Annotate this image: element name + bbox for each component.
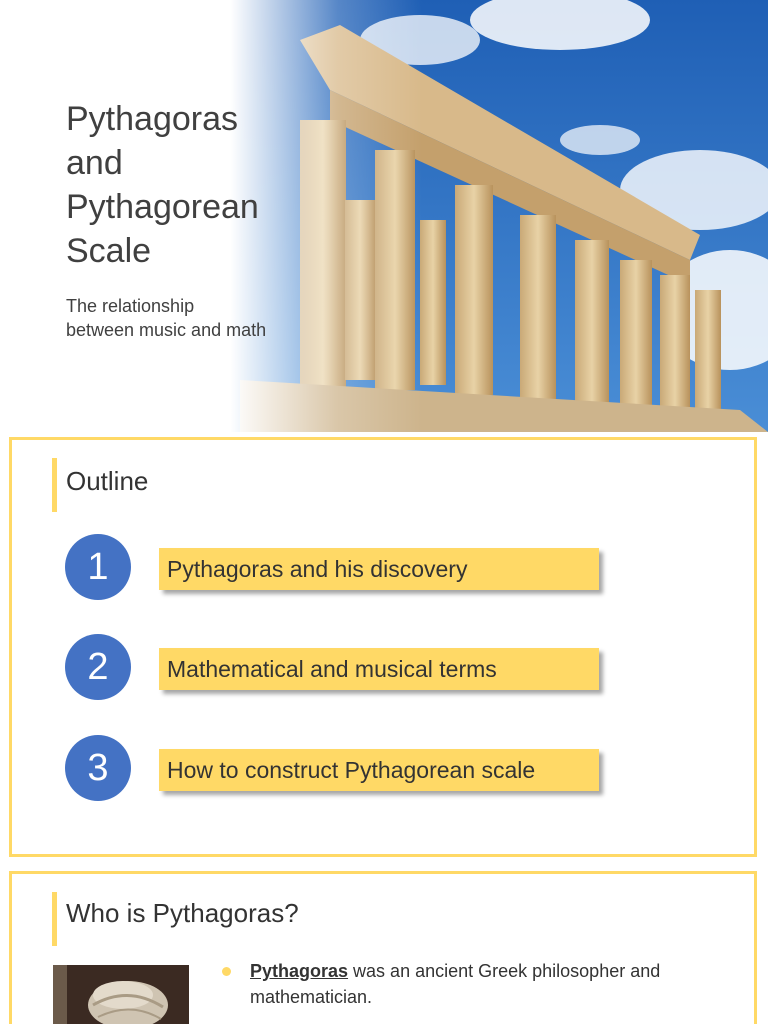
pythagoras-bust-photo xyxy=(53,965,189,1024)
number-circle: 2 xyxy=(65,634,131,700)
who-heading: Who is Pythagoras? xyxy=(66,898,299,928)
outline-item xyxy=(12,634,760,704)
title-line: Scale xyxy=(66,232,152,270)
number-circle: 1 xyxy=(65,534,131,600)
subtitle-line: between music and math xyxy=(66,320,267,340)
outline-item-label: Pythagoras and his discovery xyxy=(159,548,599,590)
number-circle: 3 xyxy=(65,735,131,801)
bullet-rest: was an ancient Greek philosopher and mathematician. xyxy=(250,961,661,1007)
outline-item xyxy=(12,735,760,805)
title-line: Pythagoras xyxy=(66,100,238,138)
outline-heading: Outline xyxy=(66,466,149,496)
bullet-keyword: Pythagoras xyxy=(250,961,349,981)
title-line: Pythagorean xyxy=(66,188,259,226)
bullet-dot-icon xyxy=(222,967,231,976)
heading-accent-bar xyxy=(52,892,57,946)
title-slide xyxy=(0,0,768,432)
outline-item-label: Mathematical and musical terms xyxy=(159,648,599,690)
slide-title xyxy=(66,97,306,273)
heading-accent-bar xyxy=(52,458,57,512)
subtitle-line: The relationship xyxy=(66,296,195,316)
bullet-text xyxy=(250,958,720,1010)
outline-item xyxy=(12,534,760,604)
outline-item-label: How to construct Pythagorean scale xyxy=(159,749,599,791)
title-line: and xyxy=(66,144,123,182)
outline-slide xyxy=(9,437,757,857)
who-slide xyxy=(9,871,757,1024)
slide-subtitle xyxy=(66,294,316,342)
